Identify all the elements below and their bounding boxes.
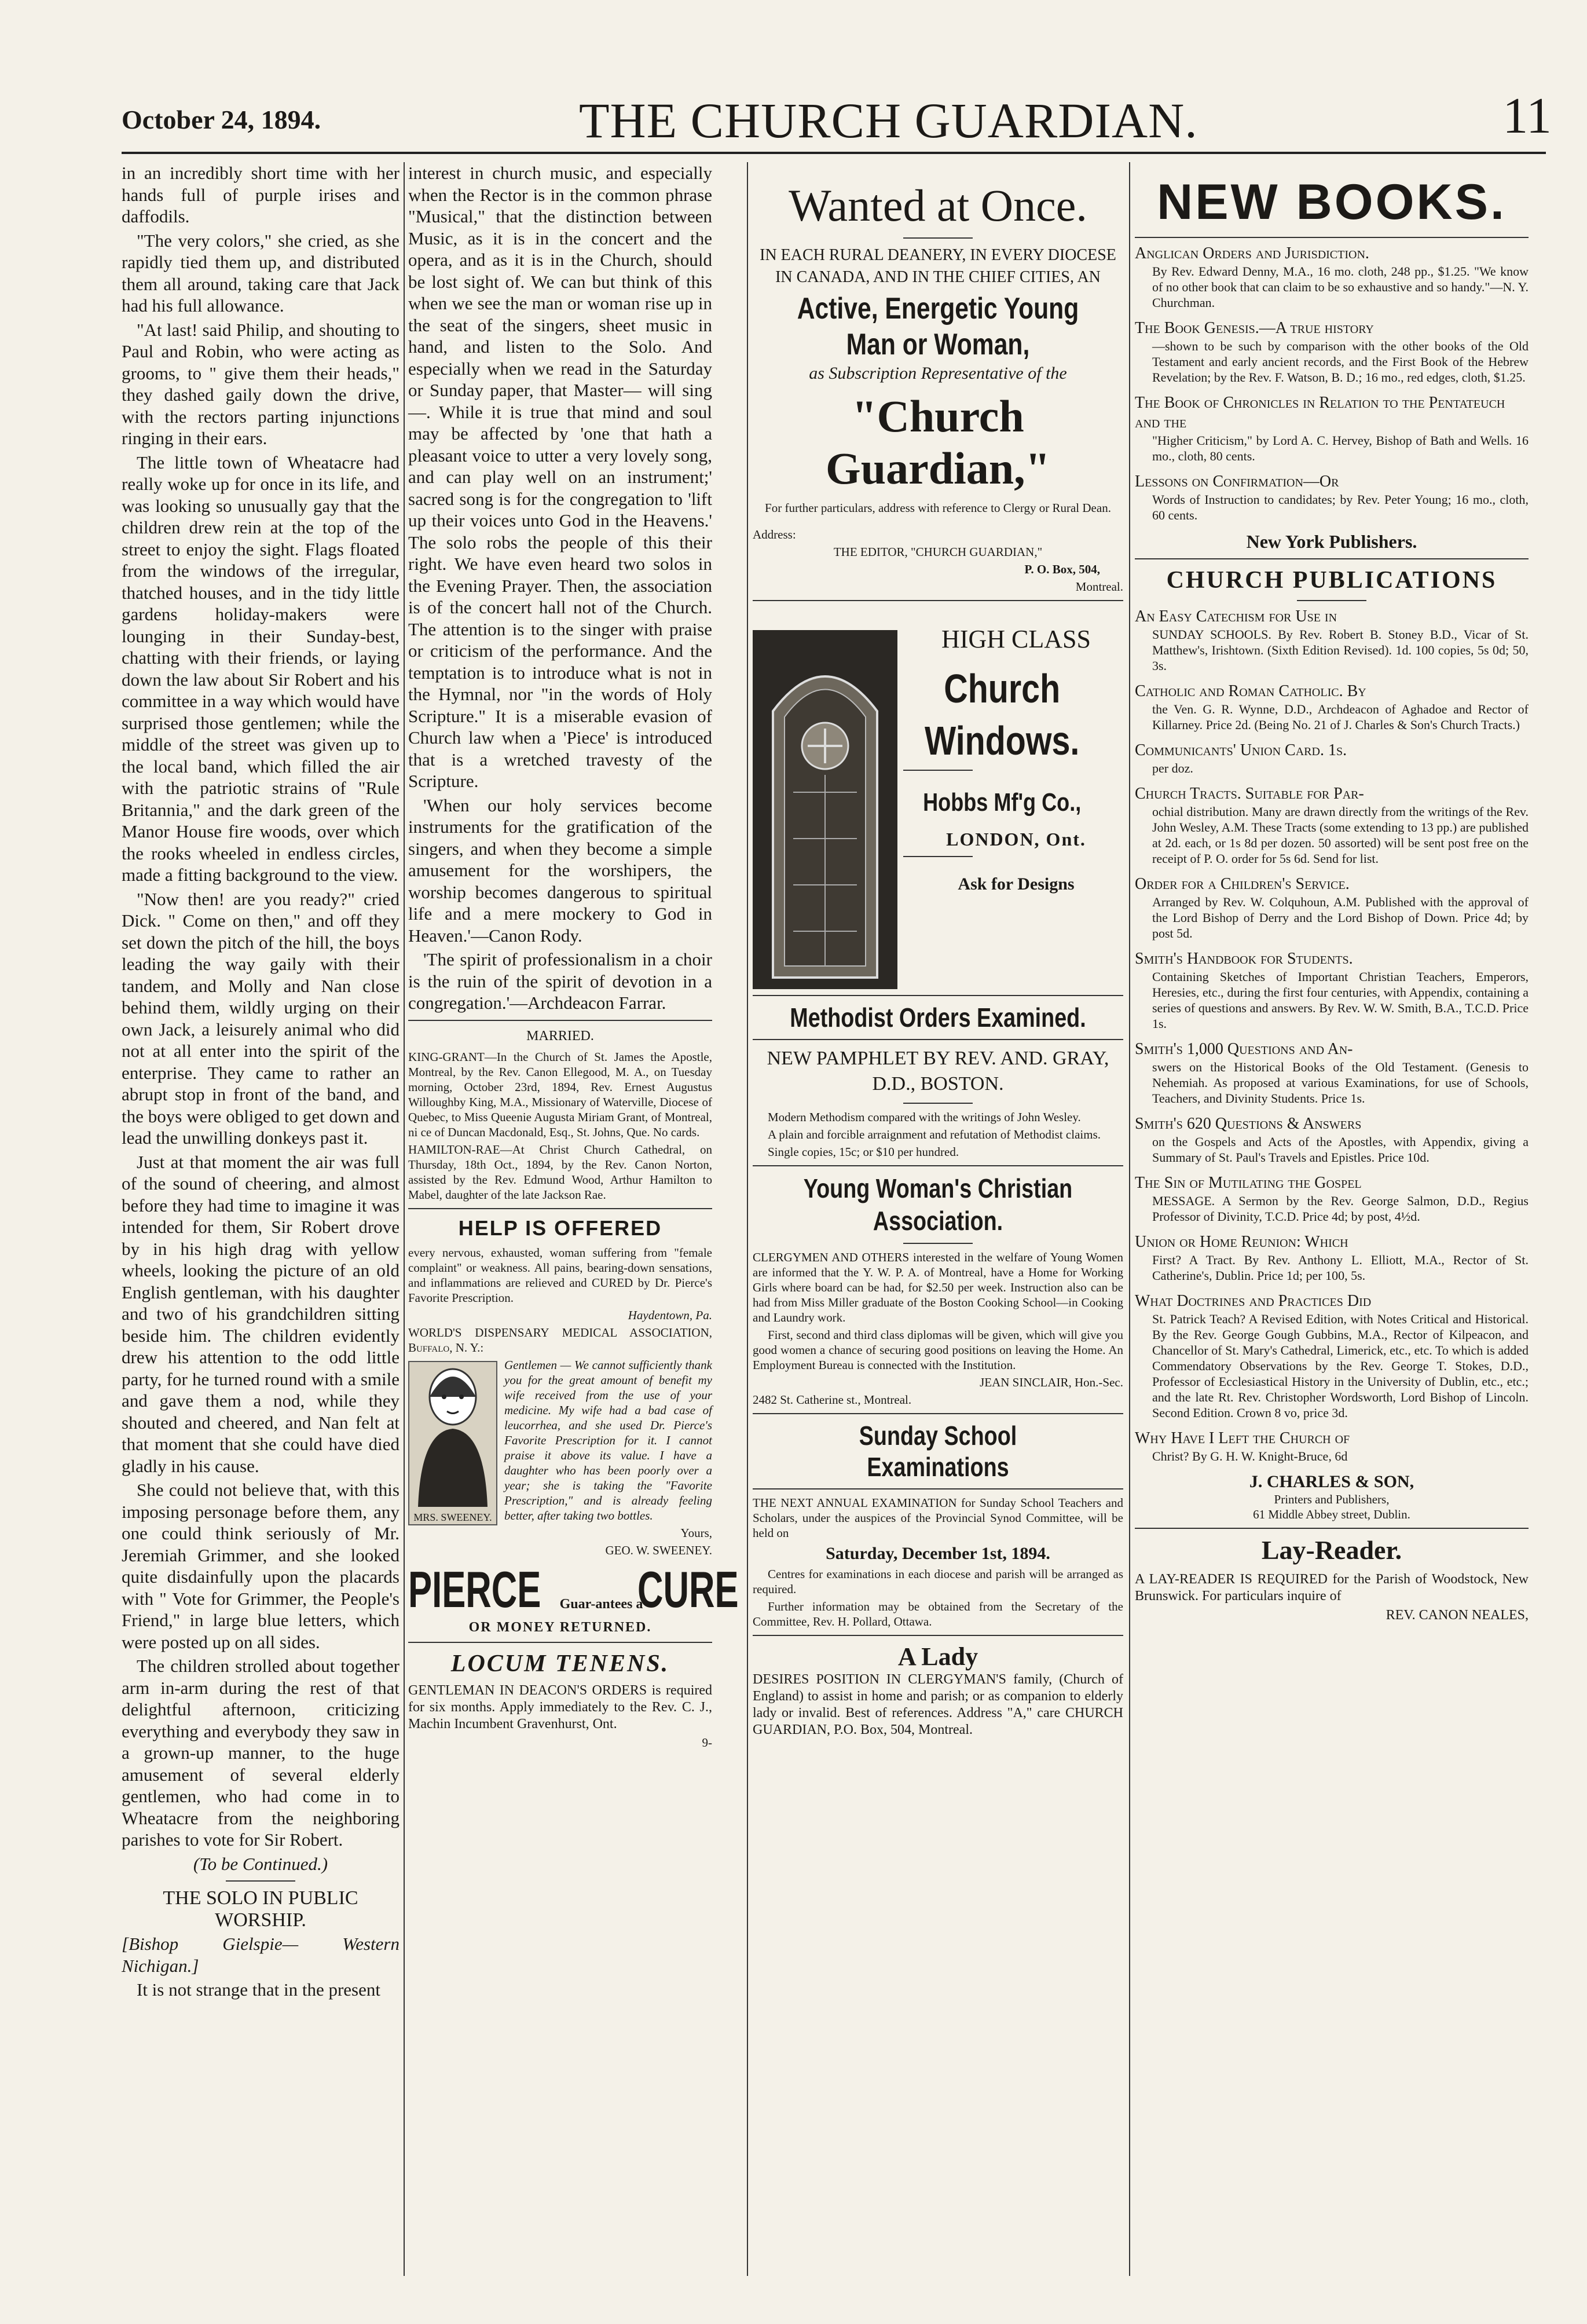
newspaper-title: THE CHURCH GUARDIAN. bbox=[579, 93, 1198, 148]
divider bbox=[753, 600, 1123, 601]
solo-attribution: [Bishop Gielspie— Western Nichigan.] bbox=[122, 1934, 400, 1976]
publication-title: Why Have I Left the Church of bbox=[1135, 1429, 1350, 1447]
lay-reader-heading: Lay-Reader. bbox=[1261, 1535, 1402, 1565]
divider bbox=[753, 995, 1123, 996]
story-paragraph: The little town of Wheatacre had really woke up for once in its life, and was looking so unusually gay that the children drew rein at the top of the street to enjoy the sight. Flags floated from the windows of the irregular, thatched houses, and in the tidy little gardens holiday-makers were lounging in their Sunday-best, chatting with their friends, or laying down the law about Sir Robert and his committee in a way which would have surprised those gentlemen; while the middle of the street was given up to the local band, which filled the air with the patriotic strains of "Rule Britannia," and the dark green of the Manor House fire woods, over which the rooks wheeled in endless circles, made a fitting background to the view. bbox=[122, 452, 400, 885]
publication-entry bbox=[1135, 949, 1529, 1031]
divider bbox=[753, 1165, 1123, 1166]
marriage-notice: HAMILTON-RAE—At Christ Church Cathedral, on Thursday, 18th Oct., 1894, by the Rev. Canon Norton, assisted by the Rev. Edmund Wood, Arthur Hamilton to Mabel, daughter of the late Jackson Rae. bbox=[408, 1142, 712, 1202]
divider bbox=[408, 1642, 712, 1643]
locum-heading: LOCUM TENENS. bbox=[450, 1650, 670, 1677]
pierce-line bbox=[408, 1560, 739, 1619]
publication-title: Communicants' Union Card. 1s. bbox=[1135, 741, 1347, 759]
sse-date: Saturday, December 1st, 1894. bbox=[826, 1543, 1050, 1563]
publication-desc: SUNDAY SCHOOLS. By Rev. Robert B. Stoney B.D., Vicar of St. Matthew's, Irishtown. (Sixth Edition Revised). 1d. 100 copies, 5s 0d; 50, 3s. bbox=[1152, 627, 1529, 673]
cure-word: CURE bbox=[637, 1560, 739, 1618]
publication-entry bbox=[1135, 874, 1529, 941]
help-offered-ad bbox=[408, 1216, 739, 1636]
book-title: The Book Genesis.—A true history bbox=[1135, 319, 1374, 337]
portrait-icon bbox=[409, 1362, 496, 1507]
charles-sub: Printers and Publishers, bbox=[1274, 1492, 1390, 1506]
publication-desc: ochial distribution. Many are drawn directly from the writings of the Rev. John Wesley, A.M. These Tracts (some extending to 13 pp.) are published at 2d. each, or 1s 8d per dozen. 50 assorted) will be sent post free on the receipt of P. O. order for 5s 6d. Send for list. bbox=[1152, 804, 1529, 866]
help-signer: GEO. W. SWEENEY. bbox=[605, 1543, 712, 1557]
story-paragraph: "Now then! are you ready?" cried Dick. " Come on then," and off they set down the pitch of the hill, the boys leading the way gaily with their tandem, and Molly and Nan close behind them, wildly urging on their own Jack, a leisurely animal who did not at all enter into the spirit of the enterprise. They came to rather an abrupt stop in front of the band, and the boys were obliged to get down and lead the unwilling donkeys past it. bbox=[122, 888, 400, 1148]
help-place: Haydentown, Pa. bbox=[628, 1308, 712, 1322]
methodist-body: A plain and forcible arraignment and refutation of Methodist claims. bbox=[768, 1127, 1101, 1141]
address-label: Address: bbox=[753, 527, 796, 541]
methodist-body: Modern Methodism compared with the writings of John Wesley. bbox=[768, 1110, 1081, 1124]
publication-title: The Sin of Mutilating the Gospel bbox=[1135, 1174, 1362, 1192]
publication-desc: Arranged by Rev. W. Colquhoun, A.M. Published with the approval of the Lord Bishop of Derry and the Lord Bishop of Down. Price 4d; by post 5d. bbox=[1152, 895, 1529, 940]
book-desc: "Higher Criticism," by Lord A. C. Hervey, Bishop of Bath and Wells. 16 mo., cloth, 80 cents. bbox=[1152, 433, 1529, 463]
solo-paragraph: interest in church music, and especially when the Rector is in the common phrase "Musical," that the distinction between Music, as it is in the concert and the opera, and as it is in the Church, should be lost sight of. We can but think of this when we see the man or woman rise up in the seat of the singers, sheet music in hand, and listen to the Solo. And especially when we read in the Saturday or Sunday paper, that Master— will sing —. While it is true that mind and soul may be affected by 'one that hath a pleasant voice to utter a very lovely song, and can play well on an instrument;' sacred song is for the congregation to 'lift up their voices unto God in the Heavens.' The solo robs the people of this their right. We have even heard two solos in the Evening Prayer. Then, the association is of the concert hall not of the Church. The attention is to the singer with praise or criticism of the performance. And the temptation is to introduce what is not in the Hymnal, nor "in the words of Holy Scripture." It is a miserable evasion of Church law when a 'Piece' is introduced that is a wretched travesty of the Scripture. bbox=[408, 163, 712, 791]
divider bbox=[903, 770, 973, 771]
publication-title: Church Tracts. Suitable for Par- bbox=[1135, 785, 1364, 803]
ywca-address: 2482 St. Catherine st., Montreal. bbox=[753, 1392, 912, 1407]
divider bbox=[1135, 1528, 1529, 1529]
windows-high: HIGH CLASS bbox=[941, 624, 1091, 653]
story-paragraph: Just at that moment the air was full of the sound of cheering, and almost before they had time to imagine it was intended for them, Sir Robert drove by in his high drag with yellow wheels, looking the picture of an old English gentleman, with his daughter and two of his grandchildren sitting beside him. The children evidently drew his attention to the odd little party, for he turned round with a smile and gave them a nod, while they shouted and cheered, and Nan felt at that moment that she could have died gladly in his cause. bbox=[122, 1151, 400, 1476]
publication-desc: on the Gospels and Acts of the Apostles, with Appendix, giving a Summary of St. Paul's Travels and Epistles. Price 10d. bbox=[1152, 1134, 1529, 1165]
publication-desc: Containing Sketches of Important Christian Teachers, Emperors, Heresies, etc., during the first four centuries, with Appendix, containing a series of questions and answers. By Rev. W. W. Smith, B.A., T.C.D. Price 1s. bbox=[1152, 969, 1529, 1031]
publication-entry bbox=[1135, 741, 1529, 776]
solo-paragraph: 'When our holy services become instruments for the gratification of the singers, and when they become a simple amusement for the worshipers, the worship becomes dangerous to spiritual life and a mere mockery to God in Heaven.'—Canon Rody. bbox=[408, 795, 712, 946]
money-returned: OR MONEY RETURNED. bbox=[468, 1619, 652, 1635]
pierce-word: PIERCE bbox=[408, 1560, 541, 1618]
windows-ask: Ask for Designs bbox=[958, 874, 1075, 894]
ywca-heading: Young Woman's Christian Association. bbox=[803, 1173, 1073, 1236]
divider bbox=[226, 1880, 295, 1882]
lady-body: DESIRES POSITION IN CLERGYMAN'S family, (Church of England) to assist in home and parish; or as companion to elderly lady or invalid. Best of references. Address "A," care CHURCH GUARDIAN, P.O. Box, 504, Montreal. bbox=[753, 1672, 1123, 1737]
book-desc: —shown to be such by comparison with the other books of the Old Testament and early ancient records, and the First Book of the Hebrew Revelation; by the Rev. F. Watson, B. D.; 16 mo., red edges, cloth, $1.25. bbox=[1152, 339, 1529, 385]
publication-title: Catholic and Roman Catholic. By bbox=[1135, 682, 1366, 700]
publication-title: Smith's 620 Questions & Answers bbox=[1135, 1115, 1362, 1133]
divider bbox=[903, 237, 973, 239]
wanted-as: as Subscription Representative of the bbox=[809, 364, 1067, 383]
married-heading: MARRIED. bbox=[526, 1028, 594, 1044]
windows-windows: Windows. bbox=[925, 718, 1080, 763]
continued-note: (To be Continued.) bbox=[193, 1853, 328, 1874]
locum-ref: 9- bbox=[702, 1735, 712, 1750]
methodist-pamphlet: NEW PAMPHLET BY REV. AND. GRAY, D.D., BOSTON. bbox=[767, 1047, 1109, 1095]
divider bbox=[408, 1208, 712, 1209]
book-entry bbox=[1135, 472, 1529, 523]
new-books-heading: NEW BOOKS. bbox=[1157, 174, 1507, 230]
publication-entry bbox=[1135, 784, 1529, 866]
column-story bbox=[122, 162, 400, 2276]
publication-desc: swers on the Historical Books of the Old Testament. (Genesis to Nehemiah. As proposed at various Examinations, for use of Schools, Teachers, and Divinity Students. Price 1s. bbox=[1152, 1060, 1529, 1106]
help-letter: Gentlemen — We cannot sufficiently thank you for the great amount of benefit my wife received from the use of your medicine. My wife had a bad case of leucorrhea, and she used Dr. Pierce's Favorite Prescription for it. I cannot praise it above its value. I have a daughter who has been poorly over a year; she is taking the "Favorite Prescription," and is already feeling better, after taking two bottles. bbox=[504, 1357, 712, 1523]
publications-heading: CHURCH PUBLICATIONS bbox=[1166, 567, 1497, 594]
publication-title: Smith's 1,000 Questions and An- bbox=[1135, 1040, 1353, 1058]
divider bbox=[903, 1103, 973, 1104]
sse-heading: Sunday School Examinations bbox=[859, 1420, 1017, 1482]
address-pobox: P. O. Box, 504, bbox=[1024, 562, 1100, 576]
solo-paragraph: 'The spirit of professionalism in a choir is the ruin of the spirit of devotion in a congregation.'—Archdeacon Farrar. bbox=[408, 949, 712, 1013]
story-paragraph: She could not believe that, with this imposing personage before them, any one could think seriously of Mr. Jeremiah Grimmer, and she looked quite disdainfully upon the placards with " Vote for Grimmer, the People's Friend," in large blue letters, which were posted up on all sides. bbox=[122, 1480, 400, 1652]
publication-entry bbox=[1135, 682, 1529, 733]
charles-address: 61 Middle Abbey street, Dublin. bbox=[1253, 1507, 1410, 1521]
column-rule bbox=[1129, 162, 1130, 2276]
wanted-sub: IN EACH RURAL DEANERY, IN EVERY DIOCESE IN CANADA, AND IN THE CHIEF CITIES, AN bbox=[760, 246, 1116, 286]
book-title: The Book of Chronicles in Relation to the Pentateuch and the bbox=[1135, 394, 1505, 431]
wanted-active: Active, Energetic Young Man or Woman, bbox=[797, 292, 1079, 361]
help-heading: HELP IS OFFERED bbox=[458, 1216, 662, 1240]
publication-entry bbox=[1135, 1173, 1529, 1224]
help-yours: Yours, bbox=[680, 1525, 712, 1540]
story-paragraph: in an incredibly short time with her hands full of purple irises and daffodils. bbox=[122, 163, 400, 226]
lay-reader-sign: REV. CANON NEALES, bbox=[1386, 1608, 1529, 1623]
divider bbox=[408, 1020, 712, 1021]
guarantee-word: Guar-antees a bbox=[559, 1597, 643, 1612]
help-association: WORLD'S DISPENSARY MEDICAL ASSOCIATION, Buffalo, N. Y.: bbox=[408, 1325, 712, 1355]
locum-body: GENTLEMAN IN DEACON'S ORDERS is required for six months. Apply immediately to the Rev. C. J., Machin Incumbent Gravenhurst, Ont. bbox=[408, 1682, 712, 1732]
story-paragraph: "The very colors," she cried, as she rapidly tied them up, and distributed them all around, taking care that Jack had his full allowance. bbox=[122, 230, 400, 316]
publication-entry bbox=[1135, 1232, 1529, 1283]
column-ads bbox=[753, 162, 1123, 2276]
publication-desc: First? A Tract. By Rev. Anthony L. Elliott, M.A., Rector of St. Catherine's, Dublin. Price 1d; per 100, 5s. bbox=[1152, 1253, 1529, 1283]
wanted-further: For further particulars, address with reference to Clergy or Rural Dean. bbox=[765, 500, 1111, 515]
ywca-body: First, second and third class diplomas will be given, which will give you good women a chance of securing good positions on leaving the Home. An Employment Bureau is connected with the Institution. bbox=[753, 1327, 1123, 1372]
lay-reader-body: A LAY-READER IS REQUIRED for the Parish of Woodstock, New Brunswick. For particulars inquire of bbox=[1135, 1572, 1529, 1604]
publication-entry bbox=[1135, 1429, 1529, 1464]
column-rule bbox=[404, 162, 405, 2276]
divider bbox=[903, 1243, 973, 1244]
publication-title: An Easy Catechism for Use in bbox=[1135, 607, 1337, 625]
publication-entry bbox=[1135, 1291, 1529, 1421]
masthead-rule bbox=[122, 152, 1546, 154]
methodist-price: Single copies, 15c; or $10 per hundred. bbox=[768, 1144, 959, 1159]
column-rule bbox=[747, 162, 748, 2276]
divider bbox=[1135, 237, 1529, 238]
publication-entry bbox=[1135, 607, 1529, 674]
sse-body: THE NEXT ANNUAL EXAMINATION for Sunday School Teachers and Scholars, under the auspices of the Provincial Synod Committee, will be held on bbox=[753, 1495, 1123, 1540]
book-entry bbox=[1135, 393, 1529, 464]
ywca-body: CLERGYMEN AND OTHERS interested in the welfare of Young Women are informed that the Y. W. P. A. of Montreal, have a Home for Working Girls where board can be had, for $2.50 per week. Instruction also can be had from Miss Miller graduate of the Boston Cooking School—in Cooking and Laundry work. bbox=[753, 1250, 1123, 1324]
divider bbox=[753, 1488, 1123, 1489]
publication-desc: Christ? By G. H. W. Knight-Bruce, 6d bbox=[1152, 1449, 1348, 1463]
masthead bbox=[122, 87, 1586, 151]
methodist-heading: Methodist Orders Examined. bbox=[790, 1002, 1086, 1033]
solo-paragraph: It is not strange that in the present bbox=[137, 1979, 380, 2000]
story-paragraph: "At last! said Philip, and shouting to Paul and Robin, who were acting as grooms, to " give them their heads," they dashed gaily down the drive, with the rectors parting injunctions ringing in their ears. bbox=[122, 319, 400, 448]
lady-heading: A Lady bbox=[897, 1642, 978, 1671]
sse-body: Further information may be obtained from the Secretary of the Committee, Rev. H. Pollard, Ottawa. bbox=[753, 1600, 1123, 1628]
book-title: Lessons on Confirmation—Or bbox=[1135, 473, 1339, 491]
solo-heading: THE SOLO IN PUBLIC WORSHIP. bbox=[163, 1887, 358, 1931]
publication-title: Union or Home Reunion: Which bbox=[1135, 1233, 1348, 1251]
issue-date: October 24, 1894. bbox=[122, 105, 321, 134]
book-title: Anglican Orders and Jurisdiction. bbox=[1135, 244, 1369, 262]
divider bbox=[1135, 558, 1529, 559]
windows-church: Church bbox=[944, 665, 1061, 711]
divider bbox=[753, 1039, 1123, 1040]
publication-desc: St. Patrick Teach? A Revised Edition, with Notes Critical and Historical. By the Rev. George Gough Gubbins, M.A., Rector of Kilpeacon, and Chancellor of St. Mary's Cathedral, Limerick, etc., etc. To which is added Commendatory Observations by the Rev. George T. Stokes, D.D., Professor of Ecclesiastical History in the University of Dublin, etc., etc.; and the late Rt. Rev. Christopher Wordsworth, Lord Bishop of Lincoln. Second Edition. Crown 8 vo, price 3d. bbox=[1152, 1312, 1529, 1420]
publication-entry bbox=[1135, 1040, 1529, 1106]
publication-title: Smith's Handbook for Students. bbox=[1135, 950, 1353, 968]
help-body: every nervous, exhausted, woman suffering from "female complaint" or weakness. All pains, bearing-down sensations, and inflammations are relieved and CURED by Dr. Pierce's Favorite Prescription. bbox=[408, 1245, 712, 1305]
church-windows-ad bbox=[753, 624, 1123, 894]
portrait-image bbox=[408, 1361, 497, 1525]
column-books bbox=[1135, 162, 1529, 2276]
book-desc: By Rev. Edward Denny, M.A., 16 mo. cloth, 248 pp., $1.25. "We know of no other book that can claim to be so exhaustive and so handy."—N. Y. Churchman. bbox=[1152, 264, 1529, 310]
divider bbox=[903, 856, 973, 857]
book-desc: Words of Instruction to candidates; by Rev. Peter Young; 16 mo., cloth, 60 cents. bbox=[1152, 492, 1529, 522]
sse-body: Centres for examinations in each diocese and parish will be arranged as required. bbox=[753, 1567, 1123, 1596]
publication-title: Order for a Children's Service. bbox=[1135, 875, 1350, 893]
page-number: 11 bbox=[1502, 88, 1552, 144]
book-entry bbox=[1135, 244, 1529, 310]
church-guardian-name: "Church Guardian," bbox=[826, 390, 1050, 493]
wanted-heading: Wanted at Once. bbox=[789, 180, 1087, 230]
address-editor: THE EDITOR, "CHURCH GUARDIAN," bbox=[833, 544, 1043, 559]
divider bbox=[753, 1413, 1123, 1414]
publication-desc: the Ven. G. R. Wynne, D.D., Archdeacon of Aghadoe and Rector of Killarney. Price 2d. (Being No. 21 of J. Charles & Son's Church Tracts.) bbox=[1152, 702, 1529, 732]
book-entry bbox=[1135, 319, 1529, 385]
publication-desc: per doz. bbox=[1152, 761, 1193, 775]
divider bbox=[753, 1635, 1123, 1636]
ny-publishers: New York Publishers. bbox=[1246, 531, 1417, 552]
ywca-sign: JEAN SINCLAIR, Hon.-Sec. bbox=[980, 1375, 1123, 1389]
address-city: Montreal. bbox=[1075, 579, 1123, 594]
windows-london: LONDON, Ont. bbox=[946, 828, 1086, 850]
publication-desc: MESSAGE. A Sermon by the Rev. George Salmon, D.D., Regius Professor of Divinity, T.C.D. Price 4d; by post, 4½d. bbox=[1152, 1194, 1529, 1224]
charles-name: J. CHARLES & SON, bbox=[1249, 1472, 1414, 1491]
marriage-notice: KING-GRANT—In the Church of St. James the Apostle, Montreal, by the Rev. Canon Ellegood, M. A., on Tuesday morning, October 23rd, 1894, Rev. Ernest Augustus Willoughby King, M.A., Missionary of Waterville, Diocese of Quebec, to Miss Queenie Augusta Miriam Grant, of Montreal, ni ce of Duncan Macdonald, Esq., St. Johns, Que. No cards. bbox=[408, 1049, 712, 1139]
portrait-caption: MRS. SWEENEY. bbox=[413, 1511, 492, 1523]
story-paragraph: The children strolled about together arm in-arm during the rest of that delightful afternoon, criticizing everything and everybody they saw in a grown-up manner, to the huge amusement of several elderly gentlemen, who had come in to Wheatacre from the neighboring parishes to vote for Sir Robert. bbox=[122, 1656, 400, 1850]
divider bbox=[1297, 600, 1366, 601]
publication-title: What Doctrines and Practices Did bbox=[1135, 1292, 1372, 1310]
publication-entry bbox=[1135, 1114, 1529, 1165]
windows-hobbs: Hobbs Mf'g Co., bbox=[923, 788, 1082, 817]
column-solo bbox=[408, 162, 739, 2276]
